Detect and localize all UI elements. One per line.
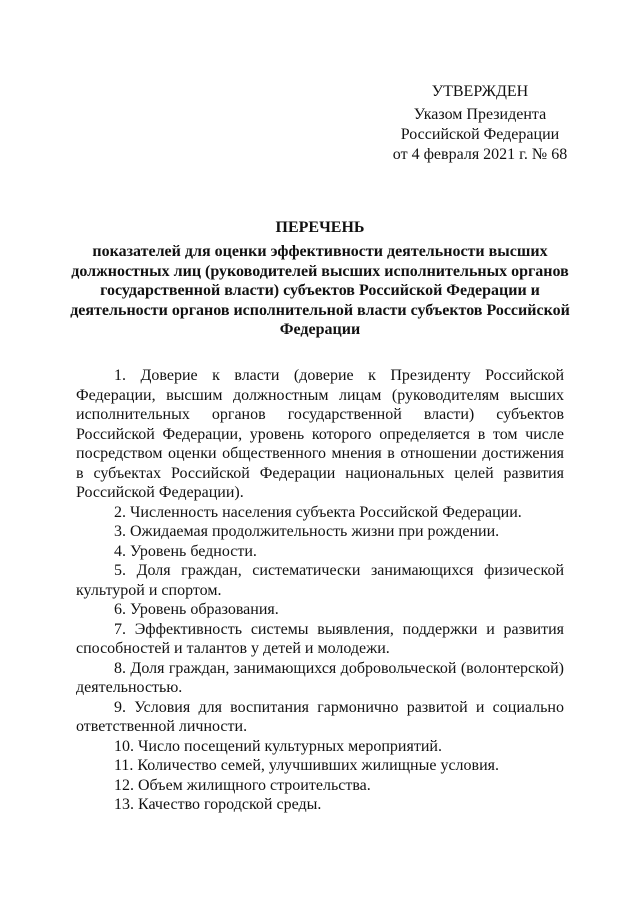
list-item: 2. Численность населения субъекта Российской Федерации. (114, 503, 522, 521)
approval-line-2: Российской Федерации (400, 126, 560, 143)
list-item: 7. Эффективность системы выявления, поддержки и развития способностей и талантов у детей и молодежи. (76, 620, 564, 657)
document-title: ПЕРЕЧЕНЬ (275, 219, 365, 236)
approval-line-1: Указом Президента (413, 106, 547, 123)
list-item: 12. Объем жилищного строительства. (114, 776, 371, 794)
list-item: 10. Число посещений культурных мероприятий. (114, 737, 442, 755)
approval-block (360, 82, 600, 165)
list-item: 9. Условия для воспитания гармонично развитой и социально ответственной личности. (76, 698, 564, 735)
document-subtitle: показателей для оценки эффективности деятельности высших должностных лиц (руководителей высших исполнительных органов государственной власти) субъектов Российской Федерации и деятельности органов исполнительной власти субъектов Российской Федерации (70, 243, 570, 338)
list-item: 1. Доверие к власти (доверие к Президенту Российской Федерации, высшим должностным лицам (руководителям высших исполнительных органов государственной власти) субъектов Российской Федерации, уровень которого определяется в том числе посредством оценки общественного мнения в отношении достижения в субъектах Российской Федерации национальных целей развития Российской Федерации). (76, 367, 564, 501)
list-item: 6. Уровень образования. (114, 601, 279, 618)
list-item: 3. Ожидаемая продолжительность жизни при рождении. (114, 523, 500, 540)
list-item: 4. Уровень бедности. (114, 542, 257, 560)
list-item: 13. Качество городской среды. (114, 796, 322, 813)
list-item: 5. Доля граждан, систематически занимающихся физической культурой и спортом. (76, 562, 564, 599)
list-item: 8. Доля граждан, занимающихся добровольческой (волонтерской) деятельностью. (76, 659, 564, 696)
approval-line-3: от 4 февраля 2021 г. № 68 (392, 146, 568, 163)
approval-title: УТВЕРЖДЕН (431, 83, 529, 100)
indicator-list (76, 366, 564, 815)
list-item: 11. Количество семей, улучшивших жилищные условия. (114, 757, 499, 774)
